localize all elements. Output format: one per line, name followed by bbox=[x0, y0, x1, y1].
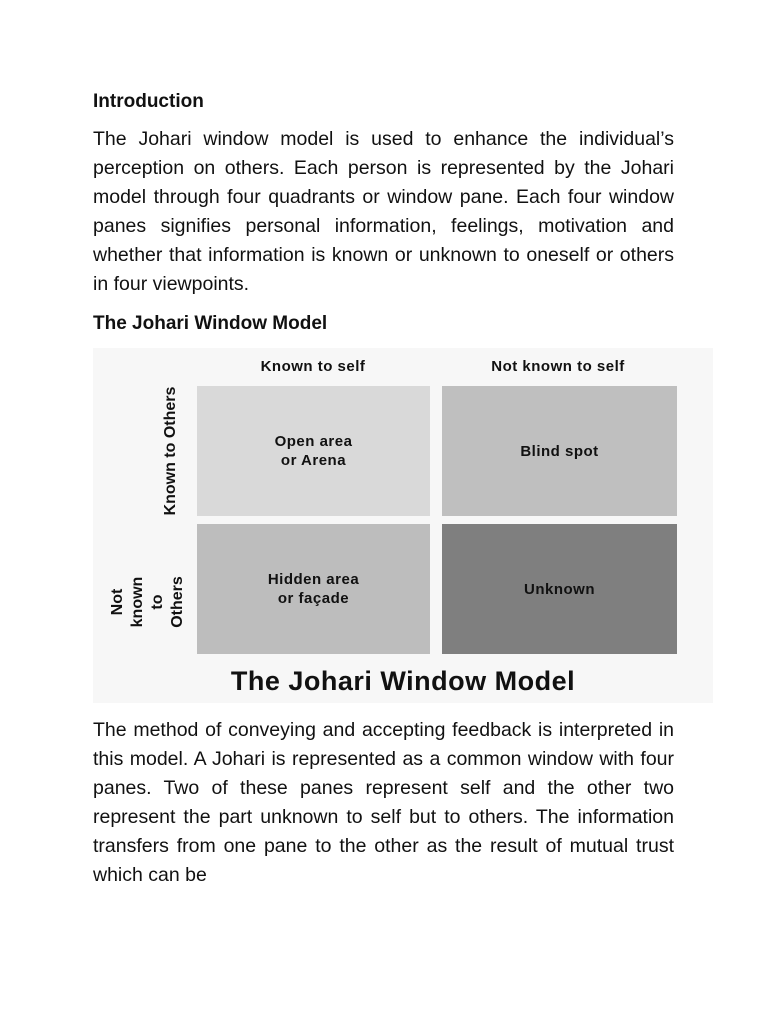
row-header-not-known-to-others: Not known to Others bbox=[109, 576, 186, 628]
column-header-not-known-to-self: Not known to self bbox=[491, 358, 625, 375]
row-header-known-to-others: Known to Others bbox=[162, 386, 179, 516]
pane-unknown-label: Unknown bbox=[524, 580, 595, 598]
pane-blind-spot-label: Blind spot bbox=[520, 442, 599, 460]
body-paragraph: The method of conveying and accepting feedback is interpreted in this model. A Johari is represented as a common window with four panes. Two of these panes represent self and the other two represent the part unknown to self but to others. The information transfers from one pane to the other as the result of mutual trust which can be bbox=[93, 719, 674, 886]
pane-open-area-line2: or Arena bbox=[280, 452, 347, 469]
pane-open-area bbox=[197, 386, 430, 516]
pane-unknown bbox=[442, 524, 677, 654]
column-header-known-to-self: Known to self bbox=[260, 358, 366, 375]
pane-open-area-line1: Open area bbox=[274, 433, 353, 450]
intro-heading: Introduction bbox=[93, 91, 204, 112]
pane-hidden-area-line2: or façade bbox=[277, 590, 350, 607]
model-section-heading: The Johari Window Model bbox=[93, 313, 328, 334]
pane-hidden-area bbox=[197, 524, 430, 654]
pane-blind-spot bbox=[442, 386, 677, 516]
intro-paragraph: The Johari window model is used to enhance the individual’s perception on others. Each person is represented by the Johari model through four quadrants or window pane. Each four window panes signifies personal information, feelings, motivation and whether that information is known or unknown to oneself or others in four viewpoints. bbox=[93, 128, 674, 295]
figure-title: The Johari Window Model bbox=[230, 666, 576, 696]
johari-window-figure bbox=[93, 348, 713, 703]
pane-hidden-area-line1: Hidden area bbox=[267, 571, 360, 588]
